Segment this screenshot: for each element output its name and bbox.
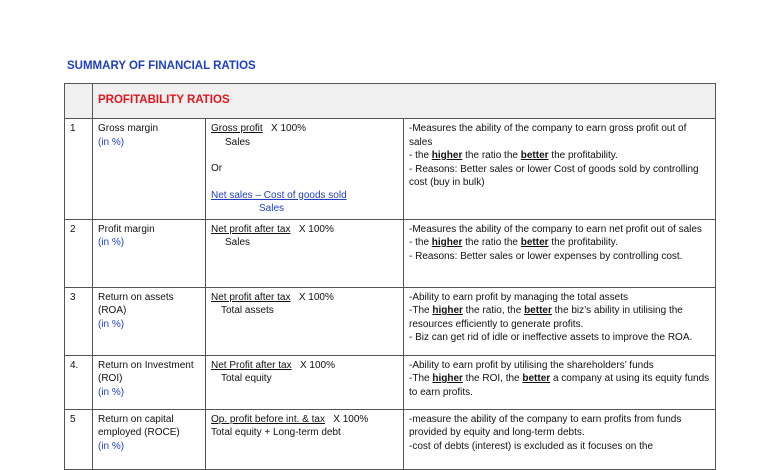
formula-denominator: Total equity bbox=[221, 373, 272, 384]
row-number: 5 bbox=[65, 409, 93, 469]
formula-numerator: Gross profit bbox=[211, 123, 263, 134]
formula-numerator: Net profit after tax bbox=[211, 291, 291, 303]
description-cell bbox=[404, 409, 716, 469]
ratio-name-cell bbox=[93, 219, 206, 287]
formula-multiplier: X 100% bbox=[271, 123, 307, 134]
description-cell bbox=[404, 219, 716, 287]
description-line: -The higher the ROI, the better a company at using its equity funds to earn profits. bbox=[409, 373, 710, 398]
table-row bbox=[65, 355, 716, 409]
formula-cell bbox=[206, 409, 404, 469]
ratio-unit: (in %) bbox=[98, 136, 125, 148]
description-line: - the higher the ratio the better the profitability. bbox=[409, 150, 618, 161]
ratio-name-cell bbox=[93, 355, 206, 409]
row-number: 4. bbox=[65, 355, 93, 409]
formula-cell bbox=[206, 355, 404, 409]
description-line: - Reasons: Better sales or lower expenses by controlling cost. bbox=[409, 250, 683, 262]
formula-numerator: Net profit after tax bbox=[211, 223, 291, 235]
ratio-name: Return on capital employed (ROCE) bbox=[98, 413, 180, 438]
document-title: SUMMARY OF FINANCIAL RATIOS bbox=[67, 60, 256, 72]
section-num-cell bbox=[65, 84, 93, 119]
description-cell bbox=[404, 119, 716, 220]
table-row bbox=[65, 409, 716, 469]
formula-or: Or bbox=[211, 163, 223, 174]
formula-cell bbox=[206, 119, 404, 220]
section-header-row bbox=[65, 84, 716, 119]
row-number: 3 bbox=[65, 287, 93, 355]
description-line: - Reasons: Better sales or lower Cost of goods sold by controlling cost (buy in bulk) bbox=[409, 163, 699, 188]
formula-multiplier: X 100% bbox=[298, 291, 334, 303]
description-cell bbox=[404, 355, 716, 409]
ratio-unit: (in %) bbox=[98, 318, 125, 330]
description-line: - the higher the ratio the better the profitability. bbox=[409, 237, 618, 248]
section-title-cell bbox=[93, 84, 716, 119]
ratio-name: Return on Investment (ROI) bbox=[98, 359, 194, 384]
table-row bbox=[65, 219, 716, 287]
ratios-table bbox=[64, 83, 716, 470]
ratio-unit: (in %) bbox=[98, 440, 125, 452]
description-line: -Ability to earn profit by managing the total assets bbox=[409, 291, 629, 303]
row-number: 1 bbox=[65, 119, 93, 220]
formula-multiplier: X 100% bbox=[298, 223, 334, 235]
formula-numerator: Net Profit after tax bbox=[211, 359, 292, 371]
table-row bbox=[65, 119, 716, 220]
description-line: -Measures the ability of the company to earn net profit out of sales bbox=[409, 223, 702, 235]
description-line: -measure the ability of the company to earn profits from funds provided by equity and long-term debts. bbox=[409, 413, 682, 438]
formula-cell bbox=[206, 287, 404, 355]
ratio-name: Gross margin bbox=[98, 123, 159, 134]
section-title: PROFITABILITY RATIOS bbox=[98, 94, 230, 107]
ratio-unit: (in %) bbox=[98, 237, 125, 248]
description-line: -The higher the ratio, the better the biz’s ability in utilising the resources efficiently to generate profits. bbox=[409, 305, 683, 330]
description-line: - Biz can get rid of idle or ineffective assets to improve the ROA. bbox=[409, 332, 693, 343]
ratio-name-cell bbox=[93, 409, 206, 469]
formula-multiplier: X 100% bbox=[299, 359, 335, 371]
ratio-name-cell bbox=[93, 119, 206, 220]
row-number: 2 bbox=[65, 219, 93, 287]
formula-denominator: Total assets bbox=[221, 305, 274, 316]
description-line: -Measures the ability of the company to earn gross profit out of sales bbox=[409, 123, 687, 148]
ratio-name: Return on assets (ROA) bbox=[98, 291, 174, 316]
formula-alt-numerator[interactable]: Net sales – Cost of goods sold bbox=[211, 189, 347, 201]
ratio-name-cell bbox=[93, 287, 206, 355]
formula-cell bbox=[206, 219, 404, 287]
table-row bbox=[65, 287, 716, 355]
description-line: -cost of debts (interest) is excluded as it focuses on the bbox=[409, 440, 654, 452]
ratio-name: Profit margin bbox=[98, 223, 155, 235]
formula-alt-denominator: Sales bbox=[259, 203, 285, 214]
formula-denominator: Sales bbox=[225, 136, 251, 148]
ratio-unit: (in %) bbox=[98, 386, 125, 398]
formula-denominator: Sales bbox=[225, 237, 251, 248]
description-line: -Ability to earn profit by utilising the shareholders’ funds bbox=[409, 359, 654, 371]
formula-numerator: Op. profit before int. & tax bbox=[211, 413, 325, 425]
description-cell bbox=[404, 287, 716, 355]
formula-multiplier: X 100% bbox=[333, 413, 369, 425]
formula-denominator: Total equity + Long-term debt bbox=[211, 427, 341, 438]
